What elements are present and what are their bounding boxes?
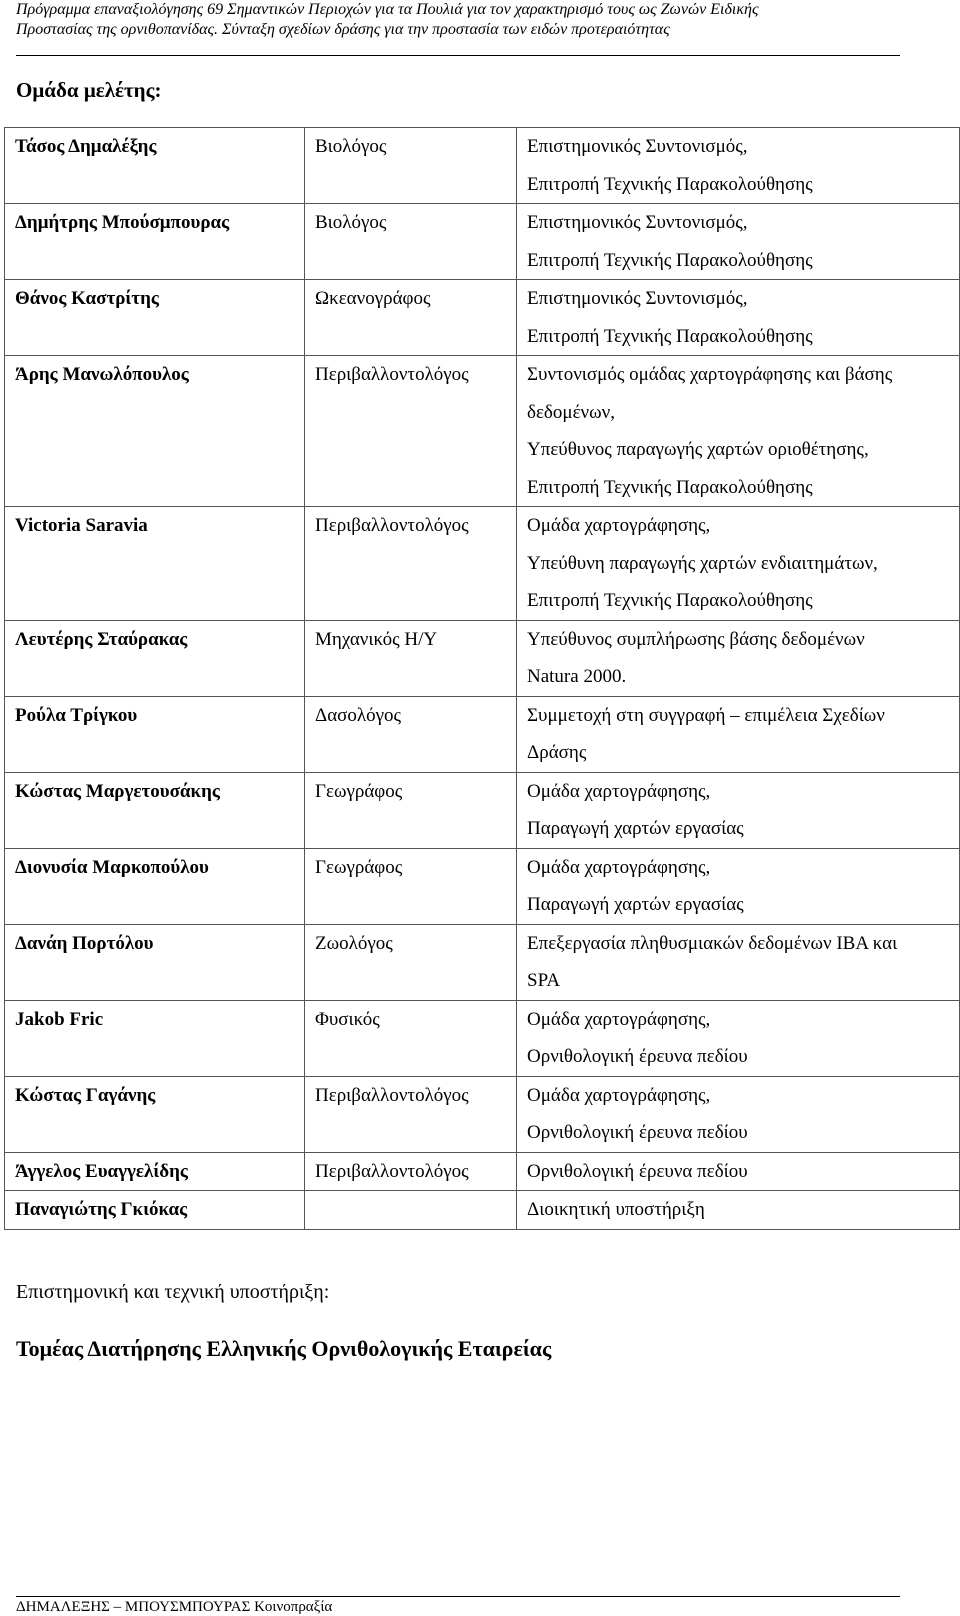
member-role bbox=[517, 696, 960, 772]
table-row bbox=[5, 356, 960, 507]
member-role-line: Ομάδα χαρτογράφησης, bbox=[527, 515, 711, 536]
member-role bbox=[517, 1076, 960, 1152]
member-name: Θάνος Καστρίτης bbox=[5, 280, 305, 356]
member-role bbox=[517, 772, 960, 848]
member-role-line: Παραγωγή χαρτών εργασίας bbox=[527, 894, 744, 915]
member-name: Δημήτρης Μπούσμπουρας bbox=[5, 204, 305, 280]
running-header bbox=[16, 0, 916, 40]
member-role-line: Επιτροπή Τεχνικής Παρακολούθησης bbox=[527, 590, 813, 611]
member-name: Λευτέρης Σταύρακας bbox=[5, 620, 305, 696]
table-row bbox=[5, 1000, 960, 1076]
member-name: Ρούλα Τρίγκου bbox=[5, 696, 305, 772]
member-role-line: Επιστημονικός Συντονισμός, bbox=[527, 288, 748, 309]
support-label: Επιστημονική και τεχνική υποστήριξη: bbox=[16, 1281, 330, 1303]
footer-divider bbox=[16, 1596, 900, 1597]
header-line-1: Πρόγραμμα επαναξιολόγησης 69 Σημαντικών Περιοχών για τα Πουλιά για τον χαρακτηρισμό τους ως Ζωνών Ειδικής bbox=[16, 1, 759, 18]
member-name: Άρης Μανωλόπουλος bbox=[5, 356, 305, 507]
member-name: Διονυσία Μαρκοπούλου bbox=[5, 848, 305, 924]
member-name: Victoria Saravia bbox=[5, 507, 305, 621]
member-role bbox=[517, 848, 960, 924]
header-divider bbox=[16, 55, 900, 56]
table-row bbox=[5, 507, 960, 621]
member-role-line: Ορνιθολογική έρευνα πεδίου bbox=[527, 1122, 748, 1143]
table-row bbox=[5, 696, 960, 772]
support-organization: Τομέας Διατήρησης Ελληνικής Ορνιθολογικής Εταιρείας bbox=[16, 1336, 552, 1361]
member-name: Άγγελος Ευαγγελίδης bbox=[5, 1152, 305, 1191]
member-role-line: Ορνιθολογική έρευνα πεδίου bbox=[527, 1046, 748, 1067]
member-role bbox=[517, 924, 960, 1000]
header-line-2: Προστασίας της ορνιθοπανίδας. Σύνταξη σχεδίων δράσης για την προστασία των ειδών προτεραιότητας bbox=[16, 21, 670, 38]
table-row bbox=[5, 204, 960, 280]
member-role bbox=[517, 1000, 960, 1076]
member-role-line: Δράσης bbox=[527, 742, 587, 763]
member-role-line: SPA bbox=[527, 970, 561, 991]
member-profession: Γεωγράφος bbox=[305, 848, 517, 924]
member-name: Τάσος Δημαλέξης bbox=[5, 128, 305, 204]
study-group-table-body bbox=[5, 128, 960, 1230]
table-row bbox=[5, 924, 960, 1000]
member-role-line: Ομάδα χαρτογράφησης, bbox=[527, 1084, 711, 1106]
member-role bbox=[517, 280, 960, 356]
member-role-line: Επιστημονικός Συντονισμός, bbox=[527, 136, 748, 157]
table-row bbox=[5, 280, 960, 356]
table-row bbox=[5, 620, 960, 696]
member-role-line: Ορνιθολογική έρευνα πεδίου bbox=[527, 1160, 748, 1182]
member-role-line: Natura 2000. bbox=[527, 666, 627, 687]
member-profession: Γεωγράφος bbox=[305, 772, 517, 848]
member-role-line: Επιτροπή Τεχνικής Παρακολούθησης bbox=[527, 325, 813, 347]
member-role bbox=[517, 1152, 960, 1191]
member-role bbox=[517, 128, 960, 204]
member-name: Παναγιώτης Γκιόκας bbox=[5, 1191, 305, 1230]
member-role-line: Παραγωγή χαρτών εργασίας bbox=[527, 818, 744, 839]
member-profession: Βιολόγος bbox=[305, 128, 517, 204]
member-role bbox=[517, 1191, 960, 1230]
member-role bbox=[517, 204, 960, 280]
member-role-line: Συμμετοχή στη συγγραφή – επιμέλεια Σχεδίων bbox=[527, 704, 885, 726]
member-profession: Περιβαλλοντολόγος bbox=[305, 1152, 517, 1191]
member-role-line: Ομάδα χαρτογράφησης, bbox=[527, 856, 711, 878]
member-role bbox=[517, 356, 960, 507]
table-row bbox=[5, 1191, 960, 1230]
study-group-table bbox=[4, 127, 960, 1230]
member-role-line: Υπεύθυνος παραγωγής χαρτών οριοθέτησης, bbox=[527, 439, 869, 460]
table-row bbox=[5, 128, 960, 204]
member-role-line: Επιτροπή Τεχνικής Παρακολούθησης bbox=[527, 173, 813, 195]
member-role bbox=[517, 620, 960, 696]
member-profession: Δασολόγος bbox=[305, 696, 517, 772]
member-profession: Περιβαλλοντολόγος bbox=[305, 356, 517, 507]
member-role-line: Επιτροπή Τεχνικής Παρακολούθησης bbox=[527, 249, 813, 271]
member-profession: Περιβαλλοντολόγος bbox=[305, 507, 517, 621]
footer-text: ΔΗΜΑΛΕΞΗΣ – ΜΠΟΥΣΜΠΟΥΡΑΣ Κοινοπραξία bbox=[16, 1599, 333, 1615]
member-role-line: δεδομένων, bbox=[527, 401, 615, 423]
member-profession: Περιβαλλοντολόγος bbox=[305, 1076, 517, 1152]
member-name: Jakob Fric bbox=[5, 1000, 305, 1076]
member-role-line: Υπεύθυνος συμπλήρωσης βάσης δεδομένων bbox=[527, 628, 865, 650]
member-role-line: Συντονισμός ομάδας χαρτογράφησης και βάσης bbox=[527, 364, 893, 385]
member-profession: Ζωολόγος bbox=[305, 924, 517, 1000]
member-role-line: Επεξεργασία πληθυσμιακών δεδομένων IBA και bbox=[527, 932, 898, 954]
member-profession bbox=[305, 1191, 517, 1230]
member-profession: Ωκεανογράφος bbox=[305, 280, 517, 356]
table-row bbox=[5, 1152, 960, 1191]
study-group-title: Ομάδα μελέτης: bbox=[16, 78, 162, 102]
member-role-line: Ομάδα χαρτογράφησης, bbox=[527, 1008, 711, 1030]
member-role-line: Επιστημονικός Συντονισμός, bbox=[527, 212, 748, 233]
member-profession: Φυσικός bbox=[305, 1000, 517, 1076]
member-role-line: Επιτροπή Τεχνικής Παρακολούθησης bbox=[527, 476, 813, 498]
member-role-line: Υπεύθυνη παραγωγής χαρτών ενδιαιτημάτων, bbox=[527, 552, 878, 574]
member-profession: Βιολόγος bbox=[305, 204, 517, 280]
table-row bbox=[5, 1076, 960, 1152]
member-profession: Μηχανικός Η/Υ bbox=[305, 620, 517, 696]
member-name: Κώστας Γαγάνης bbox=[5, 1076, 305, 1152]
member-role-line: Διοικητική υποστήριξη bbox=[527, 1199, 705, 1220]
table-row bbox=[5, 848, 960, 924]
member-role bbox=[517, 507, 960, 621]
member-role-line: Ομάδα χαρτογράφησης, bbox=[527, 780, 711, 802]
member-name: Δανάη Πορτόλου bbox=[5, 924, 305, 1000]
member-name: Κώστας Μαργετουσάκης bbox=[5, 772, 305, 848]
table-row bbox=[5, 772, 960, 848]
